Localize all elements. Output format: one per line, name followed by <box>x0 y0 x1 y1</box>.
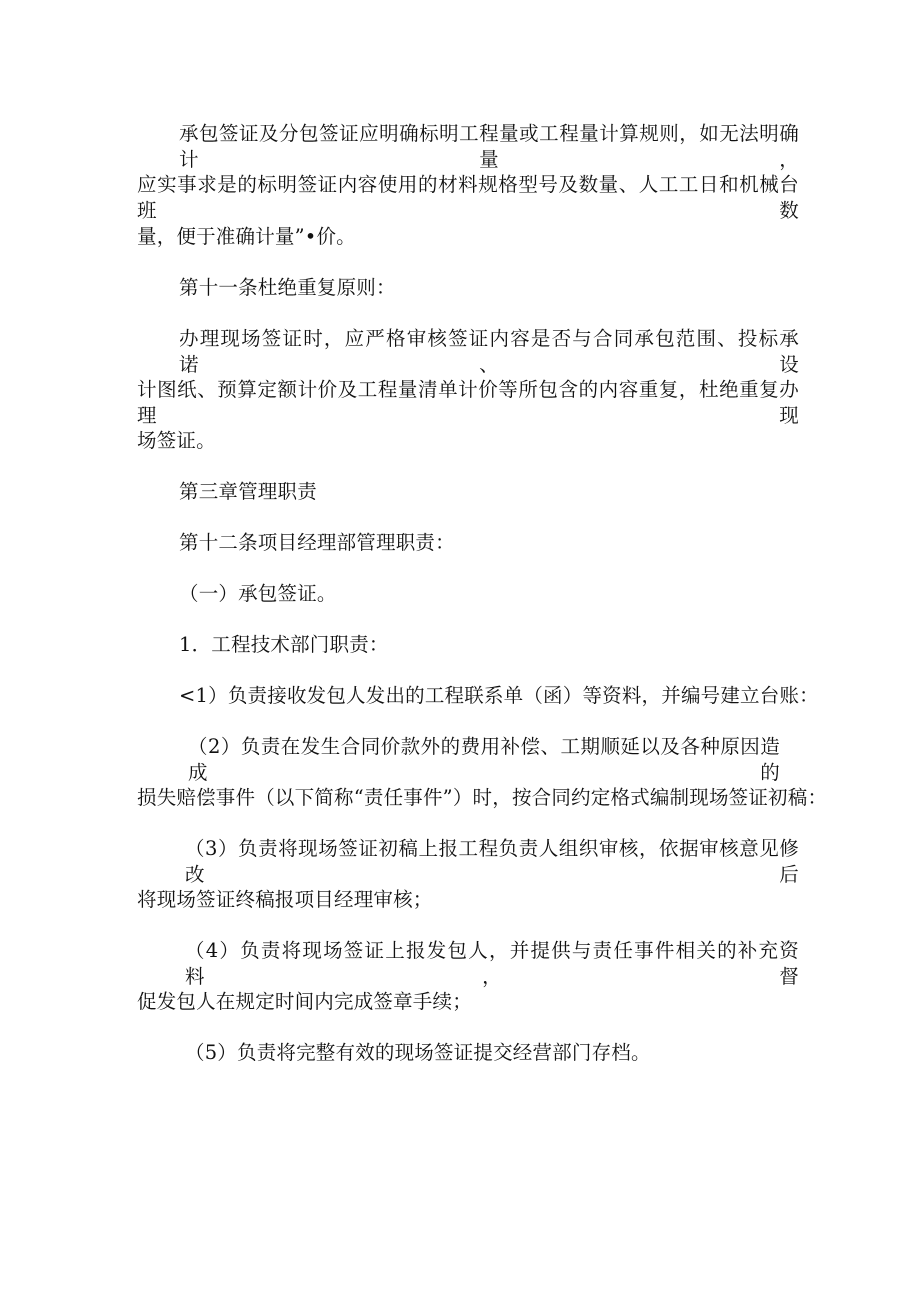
duty-1: <1）负责接收发包人发出的工程联系单（函）等资料，并编号建立台账： <box>179 684 819 707</box>
item-1-heading: 1．工程技术部门职责： <box>179 633 389 656</box>
duty-3-line-1: （3）负责将现场签证初稿上报工程负责人组织审核，依据审核意见修改后 <box>185 837 799 886</box>
article-11-heading: 第十一条杜绝重复原则： <box>179 276 396 299</box>
paragraph-3-line-2: 计图纸、预算定额计价及工程量清单计价等所包含的内容重复，杜绝重复办理现 <box>137 378 799 427</box>
duty-4-line-2: 促发包人在规定时间内完成签章手续； <box>137 990 472 1013</box>
duty-2-line-1: （2）负责在发生合同价款外的费用补偿、工期顺延以及各种原因造成的 <box>188 735 780 784</box>
chapter-3-heading: 第三章管理职责 <box>179 480 317 503</box>
paragraph-1-line-3: 量，便于准确计量”•价。 <box>137 225 356 248</box>
section-1-heading: （一）承包签证。 <box>179 582 337 605</box>
paragraph-1-line-1: 承包签证及分包签证应明确标明工程量或工程量计算规则，如无法明确计量， <box>179 122 799 171</box>
duty-5: （5）负责将完整有效的现场签证提交经营部门存档。 <box>185 1041 651 1064</box>
duty-2-line-2: 损失赔偿事件（以下简称“责任事件”）时，按合同约定格式编制现场签证初稿： <box>137 786 828 809</box>
article-12-heading: 第十二条项目经理部管理职责： <box>179 531 455 554</box>
duty-3-line-2: 将现场签证终稿报项目经理审核； <box>137 888 433 911</box>
paragraph-1-line-2: 应实事求是的标明签证内容使用的材料规格型号及数量、人工工日和机械台班数 <box>137 173 799 222</box>
duty-4-line-1: （4）负责将现场签证上报发包人，并提供与责任事件相关的补充资料，督 <box>185 939 799 988</box>
paragraph-3-line-1: 办理现场签证时，应严格审核签证内容是否与合同承包范围、投标承诺、设 <box>179 327 799 376</box>
paragraph-3-line-3: 场签证。 <box>137 429 216 452</box>
